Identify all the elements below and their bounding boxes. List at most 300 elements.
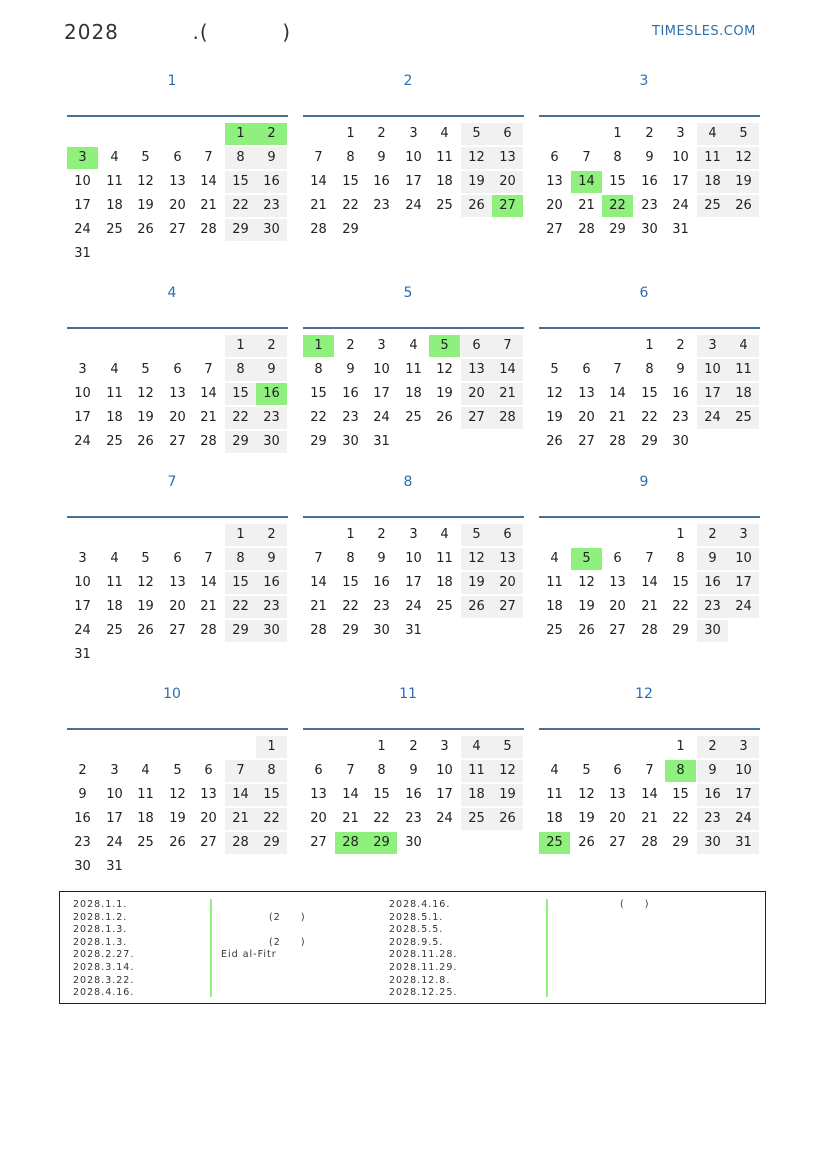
day-cell: 3 (676, 126, 685, 141)
day-cell: 16 (405, 787, 422, 802)
day-cell: 1 (346, 527, 355, 542)
day-cell: 3 (377, 338, 386, 353)
day-cell: 6 (492, 123, 523, 145)
day-cell: 24 (405, 599, 422, 614)
month-name: 10 (163, 686, 181, 702)
holiday-day-cell: 22 (602, 195, 633, 217)
day-cell: 24 (106, 835, 123, 850)
day-cell: 7 (314, 551, 323, 566)
day-cell: 15 (609, 174, 626, 189)
legend-date: 2028.2.27. (73, 949, 135, 961)
day-cell: 22 (310, 410, 327, 425)
day-cell: 27 (169, 222, 186, 237)
month-divider (67, 115, 288, 117)
day-cell: 28 (200, 222, 217, 237)
holiday-day-cell: 25 (539, 832, 570, 854)
day-cell: 12 (546, 386, 563, 401)
day-cell: 27 (169, 623, 186, 638)
day-cell: 23 (74, 835, 91, 850)
legend-divider (210, 899, 212, 997)
day-cell: 7 (225, 760, 256, 782)
month-divider (67, 327, 288, 329)
day-cell: 30 (697, 832, 728, 854)
holiday-day-cell: 29 (366, 832, 397, 854)
holiday-day-cell: 1 (225, 123, 256, 145)
day-cell: 9 (645, 150, 654, 165)
day-cell: 27 (546, 222, 563, 237)
day-cell: 27 (609, 835, 626, 850)
day-cell: 19 (169, 811, 186, 826)
day-cell: 30 (342, 434, 359, 449)
day-cell: 2 (676, 338, 685, 353)
legend-divider (546, 899, 548, 997)
day-cell: 13 (578, 386, 595, 401)
day-cell: 17 (728, 572, 759, 594)
day-cell: 21 (342, 811, 359, 826)
day-cell: 10 (74, 386, 91, 401)
day-cell: 10 (728, 760, 759, 782)
month-divider (303, 516, 524, 518)
day-cell: 14 (200, 386, 217, 401)
day-cell: 11 (106, 386, 123, 401)
day-cell: 14 (492, 359, 523, 381)
brand-logo[interactable]: TIMESLES.COM (652, 24, 756, 39)
day-cell: 13 (492, 548, 523, 570)
day-cell: 18 (697, 171, 728, 193)
day-cell: 18 (728, 383, 759, 405)
day-cell: 20 (310, 811, 327, 826)
day-cell: 6 (204, 763, 213, 778)
day-cell: 23 (641, 198, 658, 213)
day-cell: 25 (461, 808, 492, 830)
day-cell: 25 (697, 195, 728, 217)
day-cell: 18 (436, 174, 453, 189)
day-cell: 20 (578, 410, 595, 425)
day-cell: 15 (225, 171, 256, 193)
day-cell: 23 (256, 407, 287, 429)
day-cell: 5 (461, 524, 492, 546)
day-cell: 19 (436, 386, 453, 401)
day-cell: 12 (137, 174, 154, 189)
day-cell: 20 (492, 171, 523, 193)
legend-date: 2028.12.25. (389, 987, 458, 999)
day-cell: 7 (346, 763, 355, 778)
day-cell: 22 (225, 596, 256, 618)
day-cell: 23 (256, 596, 287, 618)
day-cell: 16 (256, 572, 287, 594)
day-cell: 25 (106, 434, 123, 449)
day-cell: 26 (137, 222, 154, 237)
day-cell: 29 (225, 431, 256, 453)
day-cell: 31 (373, 434, 390, 449)
day-cell: 13 (609, 575, 626, 590)
day-cell: 4 (550, 763, 559, 778)
day-cell: 12 (728, 147, 759, 169)
day-cell: 27 (461, 407, 492, 429)
day-cell: 22 (256, 808, 287, 830)
day-cell: 10 (373, 362, 390, 377)
day-cell: 30 (74, 859, 91, 874)
day-cell: 4 (440, 126, 449, 141)
day-cell: 14 (200, 575, 217, 590)
day-cell: 25 (436, 599, 453, 614)
day-cell: 25 (137, 835, 154, 850)
day-cell: 1 (676, 527, 685, 542)
day-cell: 31 (405, 623, 422, 638)
day-cell: 26 (169, 835, 186, 850)
day-cell: 29 (672, 623, 689, 638)
day-cell: 21 (641, 811, 658, 826)
day-cell: 25 (106, 623, 123, 638)
day-cell: 5 (582, 763, 591, 778)
day-cell: 12 (461, 548, 492, 570)
day-cell: 23 (373, 198, 390, 213)
day-cell: 4 (461, 736, 492, 758)
day-cell: 7 (582, 150, 591, 165)
day-cell: 6 (550, 150, 559, 165)
day-cell: 29 (310, 434, 327, 449)
day-cell: 14 (641, 575, 658, 590)
day-cell: 8 (225, 359, 256, 381)
day-cell: 1 (256, 736, 287, 758)
month-divider (539, 115, 760, 117)
legend-date: 2028.11.28. (389, 949, 458, 961)
day-cell: 27 (169, 434, 186, 449)
day-cell: 1 (613, 126, 622, 141)
day-cell: 15 (641, 386, 658, 401)
day-cell: 10 (74, 575, 91, 590)
day-cell: 19 (461, 171, 492, 193)
day-cell: 2 (256, 335, 287, 357)
day-cell: 15 (310, 386, 327, 401)
day-cell: 16 (373, 174, 390, 189)
day-cell: 13 (461, 359, 492, 381)
legend-holiday-name: Eid al-Fitr (221, 949, 277, 961)
month-name: 9 (639, 474, 649, 490)
day-cell: 19 (578, 599, 595, 614)
day-cell: 9 (346, 362, 355, 377)
day-cell: 8 (225, 147, 256, 169)
day-cell: 6 (173, 150, 182, 165)
day-cell: 14 (609, 386, 626, 401)
day-cell: 13 (200, 787, 217, 802)
month-divider (67, 728, 288, 730)
month-divider (303, 327, 524, 329)
day-cell: 12 (137, 575, 154, 590)
day-cell: 14 (310, 174, 327, 189)
day-cell: 28 (310, 222, 327, 237)
day-cell: 21 (200, 599, 217, 614)
legend-date: 2028.1.2. (73, 911, 128, 923)
day-cell: 26 (578, 623, 595, 638)
legend-date: 2028.4.16. (389, 899, 451, 910)
day-cell: 23 (256, 195, 287, 217)
day-cell: 11 (697, 147, 728, 169)
day-cell: 31 (74, 647, 91, 662)
day-cell: 17 (74, 198, 91, 213)
day-cell: 17 (697, 383, 728, 405)
day-cell: 15 (342, 174, 359, 189)
day-cell: 31 (728, 832, 759, 854)
day-cell: 4 (110, 150, 119, 165)
day-cell: 7 (645, 763, 654, 778)
day-cell: 7 (204, 150, 213, 165)
day-cell: 4 (110, 551, 119, 566)
legend-date: 2028.4.16. (73, 987, 135, 999)
day-cell: 10 (672, 150, 689, 165)
legend-date: 2028.12.8. (389, 974, 451, 986)
day-cell: 25 (546, 623, 563, 638)
day-cell: 21 (609, 410, 626, 425)
day-cell: 24 (436, 811, 453, 826)
day-cell: 11 (436, 150, 453, 165)
day-cell: 6 (582, 362, 591, 377)
day-cell: 1 (377, 739, 386, 754)
day-cell: 3 (440, 739, 449, 754)
day-cell: 21 (200, 198, 217, 213)
day-cell: 15 (225, 572, 256, 594)
day-cell: 27 (200, 835, 217, 850)
day-cell: 21 (641, 599, 658, 614)
day-cell: 22 (641, 410, 658, 425)
day-cell: 2 (645, 126, 654, 141)
day-cell: 20 (492, 572, 523, 594)
day-cell: 12 (169, 787, 186, 802)
day-cell: 30 (641, 222, 658, 237)
day-cell: 25 (106, 222, 123, 237)
day-cell: 24 (672, 198, 689, 213)
day-cell: 4 (409, 338, 418, 353)
day-cell: 2 (377, 126, 386, 141)
day-cell: 15 (342, 575, 359, 590)
day-cell: 6 (173, 551, 182, 566)
month-divider (539, 728, 760, 730)
day-cell: 9 (78, 787, 87, 802)
day-cell: 11 (106, 575, 123, 590)
day-cell: 19 (137, 410, 154, 425)
day-cell: 22 (672, 811, 689, 826)
legend-date: 2028.9.5. (389, 936, 444, 948)
day-cell: 18 (405, 386, 422, 401)
day-cell: 7 (492, 335, 523, 357)
day-cell: 28 (641, 623, 658, 638)
day-cell: 11 (546, 575, 563, 590)
day-cell: 28 (200, 434, 217, 449)
day-cell: 10 (697, 359, 728, 381)
day-cell: 10 (405, 551, 422, 566)
day-cell: 28 (200, 623, 217, 638)
day-cell: 25 (728, 407, 759, 429)
day-cell: 24 (728, 808, 759, 830)
day-cell: 23 (405, 811, 422, 826)
day-cell: 28 (310, 623, 327, 638)
day-cell: 16 (672, 386, 689, 401)
day-cell: 11 (728, 359, 759, 381)
day-cell: 29 (225, 620, 256, 642)
day-cell: 19 (461, 572, 492, 594)
day-cell: 6 (461, 335, 492, 357)
day-cell: 3 (728, 736, 759, 758)
day-cell: 16 (697, 572, 728, 594)
day-cell: 26 (137, 434, 154, 449)
day-cell: 22 (342, 599, 359, 614)
legend-holiday-name: ( ) (620, 899, 650, 910)
day-cell: 5 (141, 551, 150, 566)
day-cell: 28 (609, 434, 626, 449)
day-cell: 7 (314, 150, 323, 165)
day-cell: 23 (342, 410, 359, 425)
day-cell: 13 (492, 147, 523, 169)
day-cell: 21 (310, 198, 327, 213)
day-cell: 1 (225, 524, 256, 546)
day-cell: 4 (440, 527, 449, 542)
day-cell: 20 (609, 599, 626, 614)
holiday-day-cell: 16 (256, 383, 287, 405)
day-cell: 8 (377, 763, 386, 778)
holiday-day-cell: 8 (665, 760, 696, 782)
day-cell: 20 (546, 198, 563, 213)
day-cell: 29 (609, 222, 626, 237)
day-cell: 28 (225, 832, 256, 854)
day-cell: 10 (106, 787, 123, 802)
day-cell: 23 (697, 808, 728, 830)
day-cell: 29 (342, 623, 359, 638)
day-cell: 6 (173, 362, 182, 377)
day-cell: 24 (74, 434, 91, 449)
day-cell: 6 (314, 763, 323, 778)
month-name: 6 (639, 285, 649, 301)
day-cell: 11 (137, 787, 154, 802)
day-cell: 20 (169, 198, 186, 213)
day-cell: 16 (74, 811, 91, 826)
day-cell: 2 (697, 736, 728, 758)
day-cell: 13 (169, 174, 186, 189)
day-cell: 19 (728, 171, 759, 193)
day-cell: 10 (405, 150, 422, 165)
day-cell: 8 (346, 551, 355, 566)
day-cell: 12 (461, 147, 492, 169)
day-cell: 26 (492, 808, 523, 830)
holiday-day-cell: 14 (571, 171, 602, 193)
day-cell: 22 (672, 599, 689, 614)
holiday-day-cell: 5 (571, 548, 602, 570)
day-cell: 16 (641, 174, 658, 189)
day-cell: 2 (78, 763, 87, 778)
day-cell: 26 (728, 195, 759, 217)
day-cell: 5 (461, 123, 492, 145)
day-cell: 6 (613, 763, 622, 778)
day-cell: 15 (225, 383, 256, 405)
month-name: 1 (167, 73, 177, 89)
day-cell: 20 (200, 811, 217, 826)
day-cell: 8 (676, 551, 685, 566)
day-cell: 3 (78, 551, 87, 566)
day-cell: 24 (74, 222, 91, 237)
day-cell: 22 (342, 198, 359, 213)
day-cell: 22 (373, 811, 390, 826)
day-cell: 21 (578, 198, 595, 213)
day-cell: 26 (461, 596, 492, 618)
day-cell: 8 (314, 362, 323, 377)
day-cell: 27 (310, 835, 327, 850)
holiday-day-cell: 2 (256, 123, 287, 145)
day-cell: 9 (377, 551, 386, 566)
day-cell: 1 (346, 126, 355, 141)
day-cell: 13 (169, 386, 186, 401)
day-cell: 19 (578, 811, 595, 826)
day-cell: 12 (137, 386, 154, 401)
day-cell: 18 (106, 599, 123, 614)
month-divider (539, 327, 760, 329)
day-cell: 2 (256, 524, 287, 546)
holiday-day-cell: 27 (492, 195, 523, 217)
day-cell: 24 (373, 410, 390, 425)
day-cell: 3 (728, 524, 759, 546)
day-cell: 30 (256, 431, 287, 453)
day-cell: 3 (409, 126, 418, 141)
day-cell: 25 (436, 198, 453, 213)
day-cell: 18 (546, 811, 563, 826)
day-cell: 16 (256, 171, 287, 193)
day-cell: 30 (672, 434, 689, 449)
legend-date: 2028.3.22. (73, 974, 135, 986)
day-cell: 22 (225, 407, 256, 429)
day-cell: 28 (578, 222, 595, 237)
day-cell: 18 (546, 599, 563, 614)
day-cell: 1 (225, 335, 256, 357)
day-cell: 31 (672, 222, 689, 237)
month-divider (303, 728, 524, 730)
day-cell: 8 (645, 362, 654, 377)
day-cell: 21 (225, 808, 256, 830)
day-cell: 8 (613, 150, 622, 165)
day-cell: 4 (728, 335, 759, 357)
day-cell: 26 (137, 623, 154, 638)
day-cell: 13 (169, 575, 186, 590)
day-cell: 7 (645, 551, 654, 566)
day-cell: 5 (173, 763, 182, 778)
page-title: 2028 .( ) (64, 20, 292, 44)
day-cell: 30 (256, 620, 287, 642)
day-cell: 12 (578, 787, 595, 802)
legend-date: 2028.1.1. (73, 899, 128, 910)
holiday-day-cell: 3 (67, 147, 98, 169)
day-cell: 20 (169, 410, 186, 425)
day-cell: 15 (672, 575, 689, 590)
day-cell: 7 (204, 362, 213, 377)
day-cell: 30 (697, 620, 728, 642)
day-cell: 9 (697, 548, 728, 570)
day-cell: 7 (613, 362, 622, 377)
day-cell: 23 (672, 410, 689, 425)
day-cell: 26 (436, 410, 453, 425)
month-name: 12 (635, 686, 653, 702)
day-cell: 30 (405, 835, 422, 850)
day-cell: 4 (110, 362, 119, 377)
day-cell: 11 (106, 174, 123, 189)
day-cell: 9 (697, 760, 728, 782)
day-cell: 2 (377, 527, 386, 542)
day-cell: 3 (110, 763, 119, 778)
month-divider (67, 516, 288, 518)
day-cell: 23 (373, 599, 390, 614)
day-cell: 17 (672, 174, 689, 189)
legend-date: 2028.1.3. (73, 924, 128, 936)
day-cell: 3 (78, 362, 87, 377)
day-cell: 5 (141, 150, 150, 165)
legend-date: 2028.5.1. (389, 911, 444, 923)
day-cell: 2 (409, 739, 418, 754)
